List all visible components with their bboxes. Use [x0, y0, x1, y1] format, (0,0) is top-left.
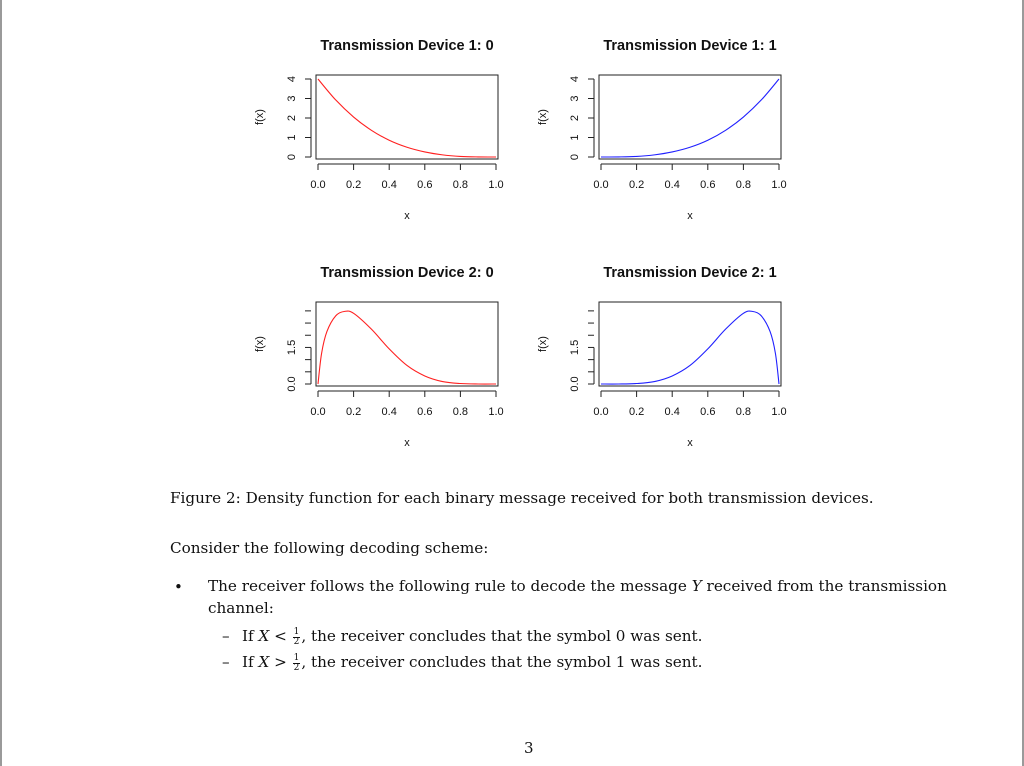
- x-tick-label: 0.6: [417, 406, 433, 418]
- x-tick-label: 0.0: [310, 406, 326, 418]
- y-tick-label: 0: [286, 153, 298, 161]
- density-curve: [318, 311, 496, 384]
- y-axis-label: f(x): [254, 336, 266, 352]
- x-tick-label: 1.0: [488, 406, 504, 418]
- y-tick-label: 0.0: [569, 376, 581, 392]
- x-tick-label: 0.2: [345, 406, 362, 418]
- x-tick-label: 0.6: [417, 179, 433, 191]
- bullet-marker: •: [174, 578, 183, 596]
- plot-device-2-symbol-1: [518, 255, 808, 480]
- chart-title: Transmission Device 2: 1: [603, 265, 777, 281]
- y-axis-label: f(x): [537, 109, 549, 125]
- x-tick-label: 0.8: [452, 179, 469, 191]
- page-number: 3: [524, 739, 534, 757]
- plot-frame: [599, 75, 781, 159]
- y-tick-label: 3: [569, 95, 581, 102]
- y-tick-label: 4: [569, 75, 581, 83]
- y-tick-label: 1: [286, 134, 298, 141]
- y-tick-label: 0.0: [286, 376, 298, 392]
- y-axis-label: f(x): [537, 336, 549, 352]
- rule-item: – If X < $\frac{1}{2}$ , the receiver concludes that the symbol 0 was sent.: [222, 626, 703, 647]
- x-tick-label: 0.0: [310, 179, 326, 191]
- plot-frame: [316, 75, 498, 159]
- x-tick-label: 0.0: [593, 406, 609, 418]
- chart-title: Transmission Device 1: 1: [603, 38, 777, 54]
- x-tick-label: 0.6: [700, 406, 716, 418]
- x-tick-label: 1.0: [771, 406, 787, 418]
- x-tick-label: 0.6: [700, 179, 716, 191]
- x-tick-label: 0.8: [735, 179, 752, 191]
- rule-item: – If X > $\frac{1}{2}$ , the receiver concludes that the symbol 1 was sent.: [222, 652, 703, 673]
- x-tick-label: 1.0: [771, 179, 787, 191]
- plot-device-1-symbol-1: [518, 28, 808, 253]
- x-axis-label: x: [404, 437, 410, 449]
- x-tick-label: 0.4: [381, 179, 397, 191]
- y-tick-label: 1.5: [286, 339, 298, 356]
- density-curve: [318, 79, 496, 157]
- x-tick-label: 0.4: [664, 179, 680, 191]
- figure-caption: Figure 2: Density function for each binary message received for both transmission devices.: [170, 489, 874, 507]
- density-curve: [601, 311, 779, 384]
- chart-title: Transmission Device 1: 0: [320, 38, 494, 54]
- x-tick-label: 0.0: [593, 179, 609, 191]
- y-axis-label: f(x): [254, 109, 266, 125]
- y-tick-label: 4: [286, 75, 298, 83]
- chart-title: Transmission Device 2: 0: [320, 265, 494, 281]
- x-tick-label: 0.2: [345, 179, 362, 191]
- page-border-left: [0, 0, 2, 766]
- x-tick-label: 0.4: [664, 406, 680, 418]
- y-tick-label: 3: [286, 95, 298, 102]
- x-tick-label: 1.0: [488, 179, 504, 191]
- x-axis-label: x: [687, 210, 693, 222]
- x-tick-label: 0.8: [735, 406, 752, 418]
- y-tick-label: 0: [569, 153, 581, 161]
- intro-paragraph: Consider the following decoding scheme:: [170, 539, 489, 557]
- x-tick-label: 0.2: [628, 406, 645, 418]
- y-tick-label: 2: [569, 114, 581, 122]
- plot-frame: [599, 302, 781, 386]
- bullet-text: The receiver follows the following rule to decode the message Y received from the transmission channel:: [208, 577, 947, 617]
- x-tick-label: 0.2: [628, 179, 645, 191]
- x-axis-label: x: [404, 210, 410, 222]
- x-tick-label: 0.8: [452, 406, 469, 418]
- y-tick-label: 1: [569, 134, 581, 141]
- plot-frame: [316, 302, 498, 386]
- plot-device-2-symbol-0: [235, 255, 525, 480]
- plot-device-1-symbol-0: [235, 28, 525, 253]
- x-axis-label: x: [687, 437, 693, 449]
- density-curve: [601, 79, 779, 157]
- x-tick-label: 0.4: [381, 406, 397, 418]
- y-tick-label: 1.5: [569, 339, 581, 356]
- y-tick-label: 2: [286, 114, 298, 122]
